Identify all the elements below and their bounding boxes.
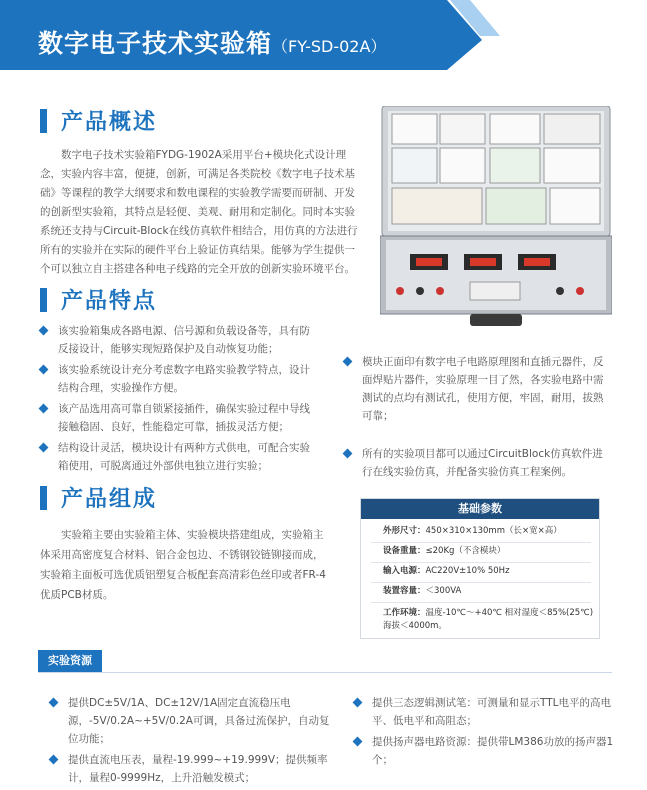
- product-name: 数字电子技术实验箱: [38, 29, 273, 58]
- list-item: 提供DC±5V/1A、DC±12V/1A固定直流稳压电源，-5V/0.2A~+5V/0.2A可调，具备过流保护，自动复位功能；: [48, 694, 330, 748]
- product-model: （FY-SD-02A）: [272, 37, 387, 56]
- list-item: 该实验箱集成各路电源、信号源和负载设备等，具有防反接设计，能够实现短路保护及自动恢复功能；: [38, 322, 316, 358]
- basic-params-panel: [360, 498, 600, 639]
- diamond-bullet-icon: [353, 737, 363, 747]
- features-heading-text: 产品特点: [61, 289, 158, 314]
- param-row: 装置容量：＜300VA: [383, 586, 462, 596]
- list-item: 结构设计灵活，模块设计有两种方式供电，可配合实验箱使用，可脱离通过外部供电独立进行实验；: [38, 439, 316, 475]
- resources-tag: 实验资源: [38, 650, 102, 672]
- heading-bar: [40, 288, 47, 312]
- param-row: 外形尺寸：450×310×130mm（长×宽×高）: [383, 526, 562, 536]
- list-item: 该产品选用高可靠自锁紧接插件，确保实验过程中导线接触稳固、良好，性能稳定可靠，插拔灵活方便；: [38, 400, 316, 436]
- diamond-bullet-icon: [39, 404, 49, 414]
- diamond-bullet-icon: [343, 449, 353, 459]
- diamond-bullet-icon: [39, 326, 49, 336]
- composition-heading: [40, 482, 157, 513]
- list-item: 所有的实验项目都可以通过CircuitBlock仿真软件进行在线实验仿真，并配备实验仿真工程案例。: [342, 445, 612, 481]
- diamond-bullet-icon: [39, 365, 49, 375]
- product-photo: [380, 106, 612, 332]
- composition-text: 实验箱主要由实验箱主体、实验模块搭建组成，实验箱主体采用高密度复合材料、铝合金包边、不锈钢铰链铆接而成，实验箱主面板可选优质铝塑复合板配套高清彩色丝印或者FR-4优质PCB材质。: [40, 529, 326, 601]
- diamond-bullet-icon: [353, 698, 363, 708]
- diamond-bullet-icon: [39, 443, 49, 453]
- diamond-bullet-icon: [343, 357, 353, 367]
- param-row: 设备重量：≤20Kg（不含模块）: [383, 546, 506, 556]
- page-title: [38, 24, 386, 60]
- heading-bar: [40, 109, 47, 133]
- resources-list-left: [48, 694, 330, 790]
- title-banner: [0, 0, 647, 78]
- divider: [38, 672, 612, 673]
- experiment-box-image: [380, 106, 612, 332]
- params-title: 基础参数: [361, 499, 599, 519]
- divider: [371, 562, 591, 563]
- list-item: 该实验系统设计充分考虑数字电路实验教学特点，设计结构合理，实验操作方便。: [38, 361, 316, 397]
- divider: [371, 542, 591, 543]
- features-list-left: [38, 322, 316, 478]
- heading-bar: [40, 486, 47, 510]
- overview-heading-text: 产品概述: [61, 110, 158, 135]
- list-item: 模块正面印有数字电子电路原理图和直插元器件，反面焊贴片器件，实验原理一目了然，各实验电路中需测试的点均有测试孔，使用方便，牢固，耐用，拔熟可靠；: [342, 353, 612, 425]
- diamond-bullet-icon: [49, 698, 59, 708]
- features-heading: [40, 284, 157, 315]
- composition-heading-text: 产品组成: [61, 487, 158, 512]
- param-row: 工作环境：温度-10℃～+40℃ 相对湿度＜85%(25℃): [383, 608, 594, 618]
- diamond-bullet-icon: [49, 755, 59, 765]
- divider: [371, 602, 591, 603]
- divider: [371, 582, 591, 583]
- list-item: 提供直流电压表，量程-19.999~+19.999V；提供频率计，量程0-9999Hz，上升沿触发模式；: [48, 751, 330, 787]
- resources-list-right: [352, 694, 614, 772]
- overview-text: 数字电子技术实验箱FYDG-1902A采用平台+模块化式设计理念，实验内容丰富，便捷，创新，可满足各类院校《数字电子技术基础》等课程的教学大纲要求和数电课程的实验教学需要而研制、开发的创新型实验箱，其特点是轻便、美观、耐用和定制化。同时本实验系统还支持与Circuit-Block在线仿真软件相结合，用仿真的方法进行所有的实验并在实际的硬件平台上验证仿真结果。能够为学生提供一个可以独立自主搭建各种电子线路的完全开放的创新实验环境平台。: [40, 149, 358, 275]
- list-item: 提供三态逻辑测试笔：可测量和显示TTL电平的高电平、低电平和高阻态；: [352, 694, 614, 730]
- param-row-altitude: 海拔＜4000m。: [383, 621, 447, 631]
- features-list-right: [342, 353, 612, 484]
- list-item: 提供扬声器电路资源：提供带LM386功放的扬声器1个；: [352, 733, 614, 769]
- param-row: 输入电源：AC220V±10% 50Hz: [383, 566, 510, 576]
- overview-heading: [40, 105, 157, 136]
